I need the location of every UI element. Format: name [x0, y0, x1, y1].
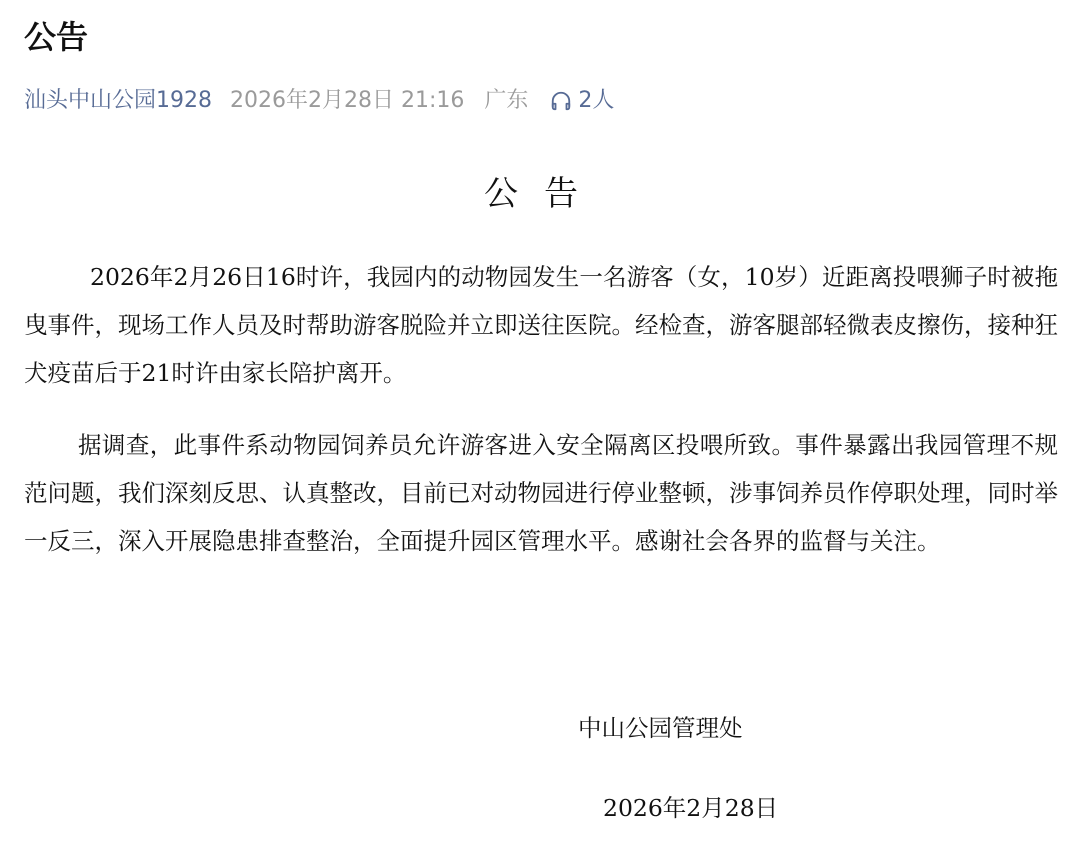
- publish-time: 2026年2月28日 21:16: [230, 88, 465, 113]
- notice-paragraph-2: 据调查，此事件系动物园饲养员允许游客进入安全隔离区投喂所致。事件暴露出我园管理不规范问题，我们深刻反思、认真整改，目前已对动物园进行停业整顿，涉事饲养员作停职处理，同时举一反三，深入开展隐患排查整治，全面提升园区管理水平。感谢社会各界的监督与关注。: [24, 431, 1058, 555]
- publish-location: 广东: [484, 88, 529, 113]
- notice-paragraph-1: 2026年2月26日16时许，我园内的动物园发生一名游客（女，10岁）近距离投喂狮子时被拖曳事件，现场工作人员及时帮助游客脱险并立即送往医院。经检查，游客腿部轻微表皮擦伤，接种狂犬疫苗后于21时许由家长陪护离开。: [24, 263, 1058, 387]
- notice-date: 2026年2月28日: [603, 794, 779, 822]
- listen-button[interactable]: [550, 86, 614, 116]
- notice-signature: 中山公园管理处: [578, 714, 743, 742]
- headphones-icon: [550, 90, 572, 112]
- notice-heading: 公告: [484, 174, 604, 214]
- article-meta: [24, 86, 1056, 116]
- article-header: [24, 14, 1056, 116]
- article-title: 公告: [24, 18, 89, 56]
- account-name-link[interactable]: 汕头中山公园1928: [24, 88, 212, 113]
- listen-count: 2人: [578, 88, 615, 113]
